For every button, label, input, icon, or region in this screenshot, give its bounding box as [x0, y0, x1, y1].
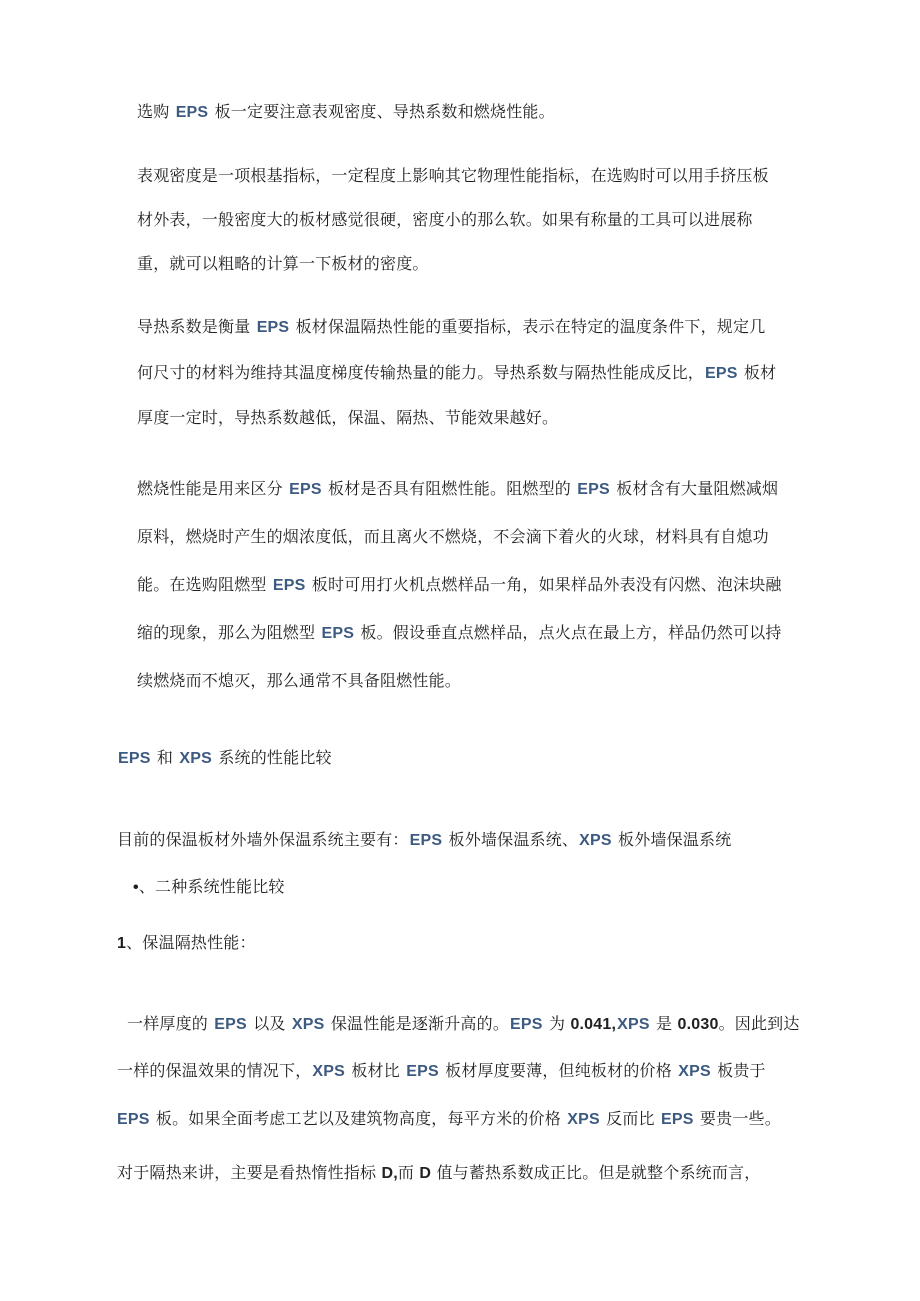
xps-term: XPS — [179, 750, 213, 767]
value: D, — [381, 1165, 398, 1182]
text: 一样厚度的 — [127, 1014, 214, 1033]
eps-term: EPS — [118, 750, 151, 767]
text: 、保温隔热性能： — [126, 933, 256, 952]
text: 值与蓄热系数成正比。但是就整个系统而言， — [431, 1163, 761, 1182]
xps-term: XPS — [579, 832, 612, 849]
text: 材外表，一般密度大的板材感觉很硬，密度小的那么软。如果有称量的工具可以进展称 — [137, 210, 753, 229]
text: 板材是否具有阻燃性能。阻燃型的 — [322, 479, 577, 498]
text: 和 — [151, 748, 179, 767]
value: 0.030 — [677, 1016, 719, 1033]
insulation-line-4 — [117, 1162, 760, 1185]
eps-term: EPS — [117, 1111, 150, 1128]
insulation-line-1 — [127, 1013, 800, 1036]
sub-heading — [133, 876, 285, 899]
text: 厚度一定时，导热系数越低，保温、隔热、节能效果越好。 — [137, 408, 559, 427]
value: D — [419, 1165, 432, 1182]
conductivity-line-1 — [137, 316, 765, 339]
text: 保温性能是逐渐升高的。 — [325, 1014, 510, 1033]
conductivity-line-3 — [137, 407, 558, 429]
text: 板外墙保温系统 — [612, 830, 732, 849]
text: 对于隔热来讲，主要是看热惰性指标 — [117, 1163, 382, 1182]
eps-term: EPS — [510, 1016, 543, 1033]
xps-term: XPS — [567, 1111, 600, 1128]
text: 反而比 — [600, 1109, 661, 1128]
combustion-line-4 — [137, 622, 782, 645]
text: 目前的保温板材外墙外保温系统主要有： — [117, 830, 409, 849]
text: 表观密度是一项根基指标，一定程度上影响其它物理性能指标，在选购时可以用手挤压板 — [137, 166, 769, 185]
xps-term: XPS — [678, 1063, 711, 1080]
text: 何尺寸的材料为维持其温度梯度传输热量的能力。导热系数与隔热性能成反比， — [137, 363, 705, 382]
text: 板材保温隔热性能的重要指标，表示在特定的温度条件下，规定几 — [290, 317, 766, 336]
text: 系统的性能比较 — [213, 748, 332, 767]
text: 一样的保温效果的情况下， — [117, 1061, 312, 1080]
text: 以及 — [247, 1014, 291, 1033]
text: 板时可用打火机点燃样品一角，如果样品外表没有闪燃、泡沫块融 — [306, 575, 782, 594]
text: 板。如果全面考虑工艺以及建筑物高度，每平方米的价格 — [150, 1109, 567, 1128]
eps-term: EPS — [321, 625, 355, 642]
eps-term: EPS — [175, 104, 209, 121]
density-line-2 — [137, 209, 753, 231]
insulation-line-3 — [116, 1108, 781, 1131]
text: 能。在选购阻燃型 — [137, 575, 272, 594]
text: 板。假设垂直点燃样品，点火点在最上方，样品仍然可以持 — [355, 623, 782, 642]
text: 板外墙保温系统、 — [443, 830, 579, 849]
eps-term: EPS — [214, 1016, 247, 1033]
eps-term: EPS — [256, 319, 290, 336]
eps-term: EPS — [409, 832, 443, 849]
text: 原料，燃烧时产生的烟浓度低，而且离火不燃烧，不会滴下着火的火球，材料具有自熄功 — [137, 527, 769, 546]
text: 燃烧性能是用来区分 — [137, 479, 289, 498]
text: 。因此到达 — [718, 1014, 800, 1033]
value: 0.041, — [570, 1016, 617, 1033]
text: 为 — [543, 1014, 571, 1033]
intro-line — [137, 101, 555, 124]
combustion-line-3 — [137, 574, 782, 597]
text: 选购 — [137, 102, 175, 121]
insulation-line-2 — [117, 1060, 766, 1083]
section-number: 1 — [117, 935, 127, 952]
eps-term: EPS — [406, 1063, 439, 1080]
text: 板一定要注意表观密度、导热系数和燃烧性能。 — [209, 102, 555, 121]
systems-line — [117, 829, 731, 852]
text: 续燃烧而不熄灭，那么通常不具备阻燃性能。 — [137, 671, 462, 690]
text: 、二种系统性能比较 — [138, 877, 285, 896]
combustion-line-5 — [137, 670, 461, 692]
density-line-3 — [137, 253, 429, 275]
density-line-1 — [137, 165, 769, 187]
eps-term: EPS — [577, 481, 610, 498]
text: 板材厚度要薄，但纯板材的价格 — [439, 1061, 678, 1080]
text: 导热系数是衡量 — [137, 317, 256, 336]
text: 要贵一些。 — [694, 1109, 781, 1128]
conductivity-line-2 — [137, 362, 776, 385]
eps-term: EPS — [272, 577, 306, 594]
text: 而 — [397, 1163, 420, 1182]
xps-term: XPS — [291, 1016, 325, 1033]
text: 重，就可以粗略的计算一下板材的密度。 — [137, 254, 429, 273]
text: 缩的现象，那么为阻燃型 — [137, 623, 321, 642]
combustion-line-1 — [137, 478, 778, 501]
section-title — [117, 747, 332, 770]
combustion-line-2 — [137, 526, 769, 548]
bullet-icon: • — [133, 879, 139, 896]
eps-term: EPS — [289, 481, 322, 498]
eps-term: EPS — [705, 365, 738, 382]
text: 板贵于 — [711, 1061, 766, 1080]
eps-term: EPS — [661, 1111, 694, 1128]
xps-term: XPS — [617, 1016, 650, 1033]
text: 板材 — [738, 363, 777, 382]
text: 板材比 — [346, 1061, 406, 1080]
xps-term: XPS — [312, 1063, 346, 1080]
text: 是 — [650, 1014, 678, 1033]
section-1-heading — [117, 932, 256, 955]
text: 板材含有大量阻燃减烟 — [610, 479, 779, 498]
